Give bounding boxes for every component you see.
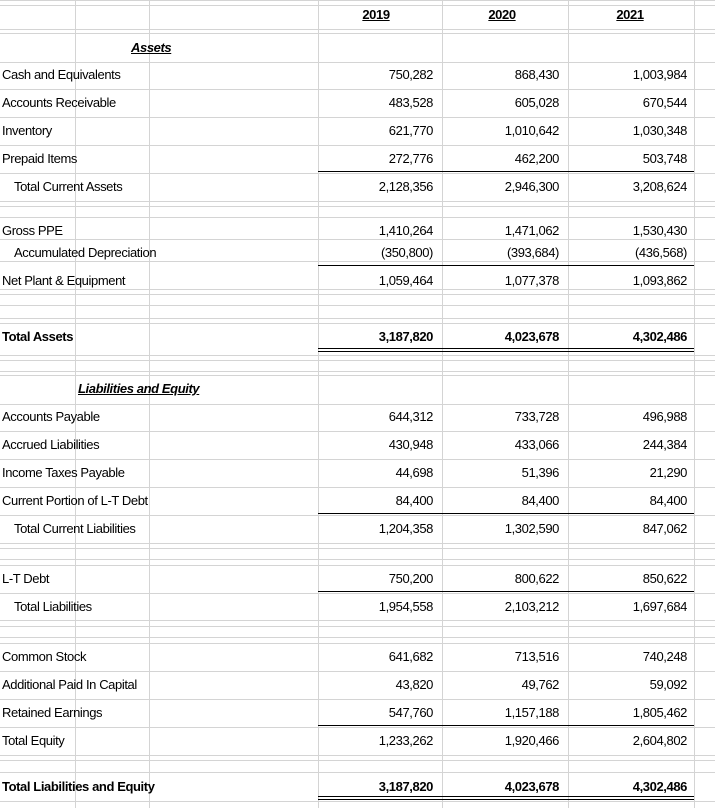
total-liabilities-rule [318,591,694,592]
row-label[interactable]: Total Current Assets [14,179,123,194]
row-value-2021[interactable]: 503,748 [642,151,687,166]
row-value-2019[interactable]: 1,059,464 [378,273,433,288]
row-value-2020[interactable]: 868,430 [514,67,559,82]
row-label[interactable]: Prepaid Items [2,151,78,166]
row-label[interactable]: Income Taxes Payable [2,465,125,480]
row-value-2020[interactable]: 1,302,590 [504,521,559,536]
row-value-2021[interactable]: 850,622 [642,571,687,586]
row-label[interactable]: Retained Earnings [2,705,103,720]
row-label[interactable]: Current Portion of L-T Debt [2,493,148,508]
row-value-2020[interactable]: 2,946,300 [504,179,559,194]
row-value-2019[interactable]: 3,187,820 [378,779,433,794]
row-value-2020[interactable]: 1,077,378 [504,273,559,288]
net-ppe-rule [318,265,694,266]
row-value-2021[interactable]: 1,030,348 [632,123,687,138]
row-value-2019[interactable]: 483,528 [388,95,433,110]
row-value-2021[interactable]: 847,062 [642,521,687,536]
row-label[interactable]: Additional Paid In Capital [2,677,137,692]
row-value-2020[interactable]: 84,400 [521,493,559,508]
row-label[interactable]: Accrued Liabilities [2,437,100,452]
total-current-liabilities-rule [318,513,694,514]
row-value-2019[interactable]: 750,200 [388,571,433,586]
row-value-2020[interactable]: 462,200 [514,151,559,166]
row-value-2020[interactable]: 49,762 [521,677,559,692]
row-value-2020[interactable]: 2,103,212 [504,599,559,614]
assets-heading[interactable]: Assets [131,40,172,55]
row-label[interactable]: Common Stock [2,649,87,664]
row-value-2019[interactable]: 1,233,262 [378,733,433,748]
row-value-2019[interactable]: 3,187,820 [378,329,433,344]
total-assets-double-rule [318,348,694,349]
row-value-2021[interactable]: 4,302,486 [632,329,687,344]
row-label[interactable]: Accumulated Depreciation [14,245,157,260]
row-value-2021[interactable]: 740,248 [642,649,687,664]
row-value-2021[interactable]: 496,988 [642,409,687,424]
row-value-2020[interactable]: 800,622 [514,571,559,586]
liabilities-equity-heading[interactable]: Liabilities and Equity [78,381,200,396]
row-value-2019[interactable]: 272,776 [388,151,433,166]
row-label[interactable]: Accounts Receivable [2,95,116,110]
row-value-2020[interactable]: 713,516 [514,649,559,664]
row-value-2021[interactable]: 670,544 [642,95,687,110]
row-value-2021[interactable]: 59,092 [649,677,687,692]
row-value-2019[interactable]: 1,204,358 [378,521,433,536]
row-value-2019[interactable]: 1,410,264 [378,223,433,238]
row-value-2021[interactable]: 1,805,462 [632,705,687,720]
row-value-2019[interactable]: 547,760 [388,705,433,720]
row-value-2019[interactable]: 43,820 [395,677,433,692]
row-value-2019[interactable]: 1,954,558 [378,599,433,614]
row-value-2020[interactable]: 1,157,188 [504,705,559,720]
row-value-2019[interactable]: (350,800) [380,245,433,260]
row-value-2021[interactable]: 1,530,430 [632,223,687,238]
row-label[interactable]: Gross PPE [2,223,63,238]
row-value-2019[interactable]: 430,948 [388,437,433,452]
row-value-2020[interactable]: 1,010,642 [504,123,559,138]
row-value-2020[interactable]: 4,023,678 [504,779,559,794]
row-value-2021[interactable]: 4,302,486 [632,779,687,794]
row-value-2021[interactable]: 21,290 [649,465,687,480]
row-label[interactable]: Total Current Liabilities [14,521,136,536]
row-value-2021[interactable]: 3,208,624 [632,179,687,194]
row-label[interactable]: Inventory [2,123,52,138]
row-value-2021[interactable]: 1,697,684 [632,599,687,614]
row-value-2020[interactable]: 433,066 [514,437,559,452]
row-value-2019[interactable]: 2,128,356 [378,179,433,194]
row-value-2020[interactable]: 733,728 [514,409,559,424]
row-label[interactable]: Accounts Payable [2,409,100,424]
row-value-2019[interactable]: 644,312 [388,409,433,424]
total-liabilities-equity-double-rule [318,796,694,797]
row-value-2020[interactable]: 4,023,678 [504,329,559,344]
row-value-2021[interactable]: (436,568) [634,245,687,260]
row-value-2019[interactable]: 641,682 [388,649,433,664]
row-value-2021[interactable]: 1,093,862 [632,273,687,288]
row-value-2021[interactable]: 1,003,984 [632,67,687,82]
total-current-assets-rule [318,171,694,172]
row-label[interactable]: Total Equity [2,733,65,748]
row-label[interactable]: L-T Debt [2,571,50,586]
row-value-2020[interactable]: (393,684) [506,245,559,260]
row-value-2020[interactable]: 1,471,062 [504,223,559,238]
row-value-2021[interactable]: 2,604,802 [632,733,687,748]
row-value-2020[interactable]: 1,920,466 [504,733,559,748]
row-value-2021[interactable]: 244,384 [642,437,687,452]
total-liabilities-equity-double-rule-2 [318,799,694,800]
row-value-2019[interactable]: 84,400 [395,493,433,508]
row-label[interactable]: Total Liabilities [14,599,92,614]
row-value-2019[interactable]: 621,770 [388,123,433,138]
total-equity-rule [318,725,694,726]
row-label[interactable]: Net Plant & Equipment [2,273,126,288]
row-value-2020[interactable]: 51,396 [521,465,559,480]
row-value-2019[interactable]: 44,698 [395,465,433,480]
total-assets-double-rule-2 [318,351,694,352]
row-value-2019[interactable]: 750,282 [388,67,433,82]
row-label[interactable]: Total Liabilities and Equity [2,779,155,794]
header-2020[interactable]: 2020 [488,7,516,22]
row-label[interactable]: Cash and Equivalents [2,67,121,82]
header-2019[interactable]: 2019 [362,7,390,22]
row-label[interactable]: Total Assets [2,329,74,344]
row-value-2021[interactable]: 84,400 [649,493,687,508]
row-value-2020[interactable]: 605,028 [514,95,559,110]
header-2021[interactable]: 2021 [616,7,644,22]
